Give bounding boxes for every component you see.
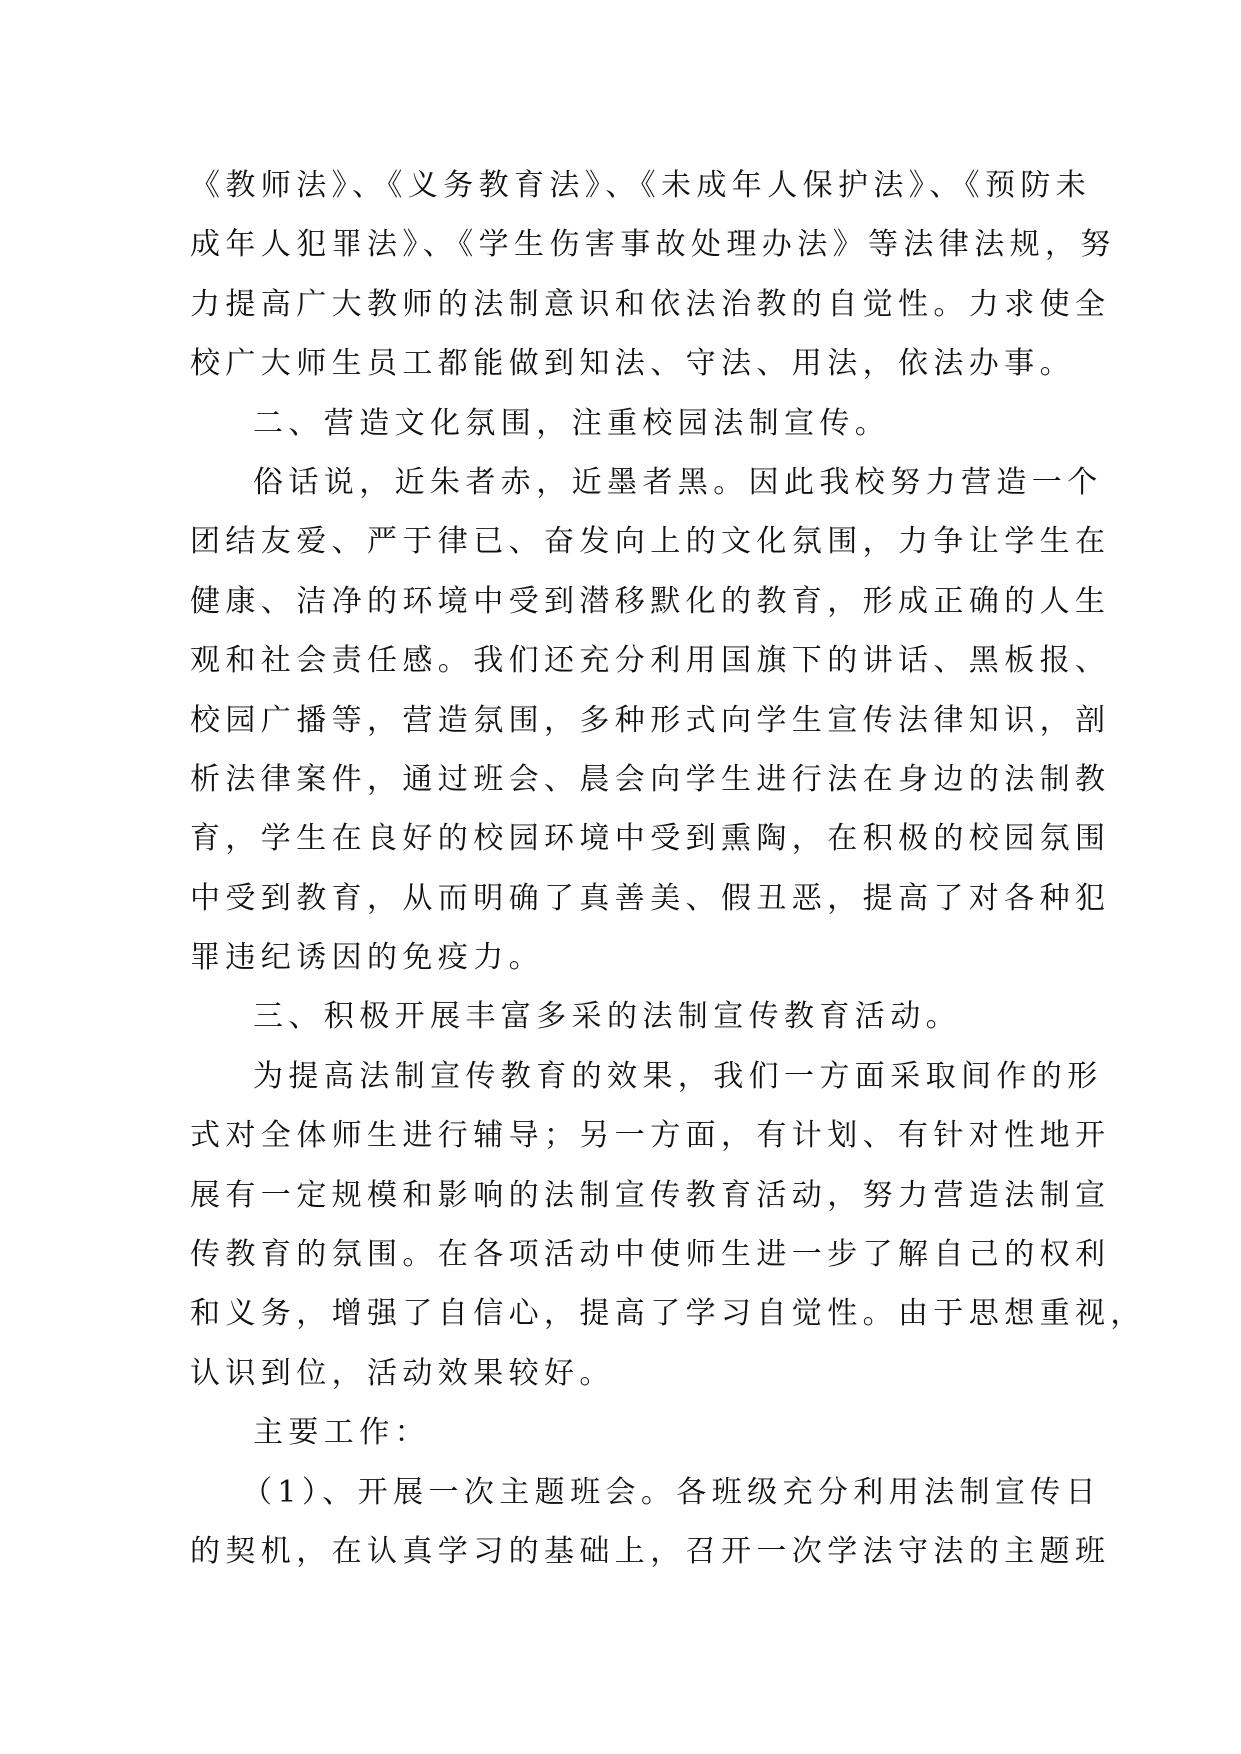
subheading: 主要工作： [253, 1415, 430, 1451]
text-line: 成年人犯罪法》、《学生伤害事故处理办法》等法律法规，努 [190, 227, 1116, 263]
text-line: 观和社会责任感。我们还充分利用国旗下的讲话、黑板报、 [190, 643, 1111, 679]
text-line: 俗话说，近朱者赤，近墨者黑。因此我校努力营造一个 [253, 464, 1103, 500]
text-line: 和义务，增强了自信心，提高了学习自觉性。由于思想重视， [190, 1296, 1146, 1332]
text-line: 育，学生在良好的校园环境中受到熏陶，在积极的校园氛围 [190, 821, 1111, 857]
text-line: 校园广播等，营造氛围，多种形式向学生宣传法律知识，剖 [190, 702, 1111, 738]
text-line: 式对全体师生进行辅导；另一方面，有计划、有针对性地开 [190, 1118, 1111, 1154]
text-line: 力提高广大教师的法制意识和依法治教的自觉性。力求使全 [190, 286, 1111, 322]
text-line: 认识到位，活动效果较好。 [190, 1355, 615, 1391]
section-heading: 二、营造文化氛围，注重校园法制宣传。 [253, 405, 891, 441]
text-line: 《教师法》、《义务教育法》、《未成年人保护法》、《预防未 [190, 168, 1092, 203]
section-heading: 三、积极开展丰富多采的法制宣传教育活动。 [253, 999, 961, 1035]
text-line: 团结友爱、严于律已、奋发向上的文化氛围，力争让学生在 [190, 524, 1111, 560]
text-line: 析法律案件，通过班会、晨会向学生进行法在身边的法制教 [190, 761, 1111, 797]
text-line: 健康、洁净的环境中受到潜移默化的教育，形成正确的人生 [190, 583, 1111, 619]
text-line: 传教育的氛围。在各项活动中使师生进一步了解自己的权利 [190, 1237, 1111, 1273]
text-line: 为提高法制宣传教育的效果，我们一方面采取间作的形 [253, 1058, 1103, 1094]
text-line: （1）、开展一次主题班会。各班级充分利用法制宣传日 [242, 1474, 1102, 1510]
body-text [190, 156, 1146, 1581]
text-line: 展有一定规模和影响的法制宣传教育活动，努力营造法制宣 [190, 1177, 1111, 1213]
text-line: 罪违纪诱因的免疫力。 [190, 940, 544, 976]
text-line: 校广大师生员工都能做到知法、守法、用法，依法办事。 [190, 346, 1075, 382]
text-line: 的契机，在认真学习的基础上，召开一次学法守法的主题班 [190, 1533, 1111, 1569]
text-line: 中受到教育，从而明确了真善美、假丑恶，提高了对各种犯 [190, 880, 1111, 916]
